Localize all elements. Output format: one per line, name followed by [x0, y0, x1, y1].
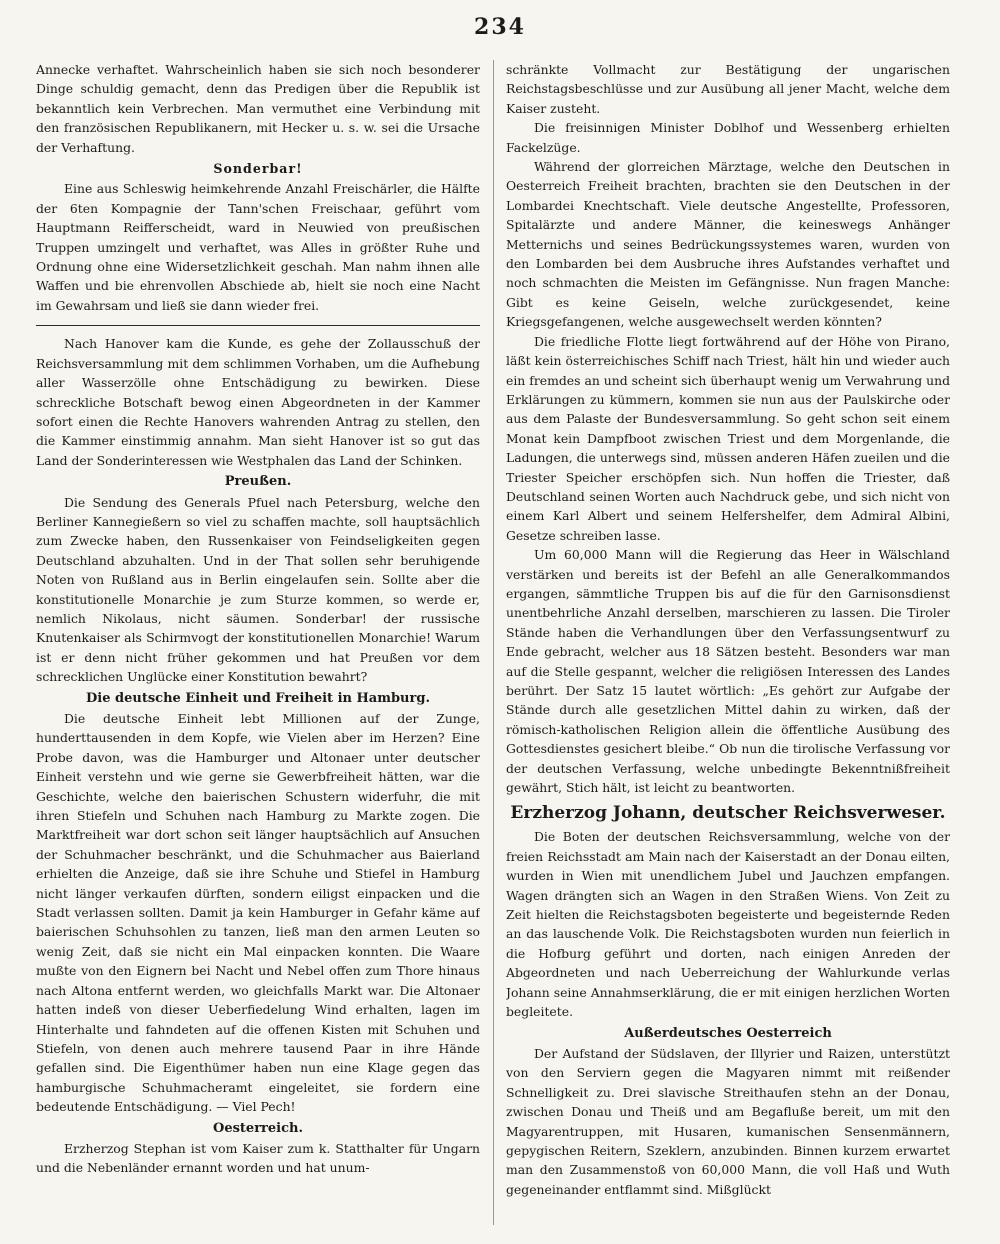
- paragraph-maerztage: Während der glorreichen Märztage, welche den Deutschen in Oesterreich Freiheit brachten, brachten sie den Deutschen in der Lombardei Knechtschaft. Viele deutsche Angestellte, Professoren, Spitalärzte und andere Männer, die keineswegs Anhänger Metternichs und seines Bedrückungssystemes waren, wurden von den Lombarden bei dem Ausbruche ihres Aufstandes verhaftet und noch schmachten die Meisten im Gefängnisse. Nun fragen Manche: Gibt es keine Geiseln, welche zurückgesendet, keine Kriegsgefangenen, welche ausgewechselt werden könnten?: [506, 159, 950, 330]
- paragraph-suedslaven: Der Aufstand der Südslaven, der Illyrier und Raizen, unterstützt von den Serviern gegen die Magyaren nimmt mit reißender Schnelligkeit zu. Drei slavische Streithaufen stehn an der Donau, zwischen Donau und Theiß und am Begafluße bereit, um mit den Magyarentruppen, mit Husaren, kumanischen Sensenmännern, gepygischen Reitern, Szeklern, anzubinden. Binnen kurzem erwartet man den Zusammenstoß von 60,000 Mann, die voll Haß und Wuth gegeneinander entflammt sind. Mißglückt: [506, 1045, 950, 1197]
- paragraph-sonderbar: Eine aus Schleswig heimkehrende Anzahl Freischärler, die Hälfte der 6ten Kompagnie der Tann'schen Freischaar, geführt vom Hauptmann Reifferscheidt, ward in Neuwied von preußischen Truppen umzingelt und verhaftet, was Alles in größter Ruhe und Ordnung ohne eine Widersetzlichkeit geschah. Man nahm ihnen alle Waffen und bie ehrenvollen Abschiede ab, hielt sie noch eine Nacht im Gewahrsam und ließ sie dann wieder frei.: [36, 181, 480, 313]
- paragraph-johann: Die Boten der deutschen Reichsversammlung, welche von der freien Reichsstadt am Main nach der Kaiserstadt an der Donau eilten, wurden in Wien mit unendlichem Jubel und Jauchzen empfangen. Wagen drängten sich an Wagen in den Straßen Wiens. Von Zeit zu Zeit hielten die Reichstagsboten begeisterte und begeisternde Reden an das lauschende Volk. Die Reichstagsboten wurden nun feierlich in die Hofburg geführt und dorten, nach einigen Anreden der Abgeordneten und nach Ueberreichung der Wahlurkunde verlas Johann seine Annahmserklärung, die er mit einigen herzlichen Worten begleitete.: [506, 829, 950, 1020]
- paragraph-flotte: Die friedliche Flotte liegt fortwährend auf der Höhe von Pirano, läßt kein österreichisches Schiff nach Triest, hält hin und wieder auch ein fremdes an und scheint sich überhaupt wenig um Verwahrung und Erklärungen zu kümmern, kommen sie nun aus der Paulskirche oder aus dem Palaste der Bundesversammlung. So geht schon seit einem Monat kein Dampfboot zwischen Triest und dem Morgenlande, die Ladungen, die unterwegs sind, müssen anderen Häfen zueilen und die Triester Speicher erschöpfen sich. Nun hoffen die Triester, daß Deutschland seinen Worten auch Nachdruck gebe, und sich nicht von einem Karl Albert und seinem Helfershelfer, dem Admiral Albini, Gesetze schreiben lasse.: [506, 333, 950, 543]
- right-column: [506, 60, 950, 1230]
- paragraph-intro: Annecke verhaftet. Wahrscheinlich haben sie sich noch besonderer Dinge schuldig gemacht, denn das Predigen über die Republik ist bekanntlich kein Verbrechen. Man vermuthet eine Verbindung mit den französischen Republikanern, mit Hecker u. s. w. sei die Ursache der Verhaftung.: [36, 62, 480, 155]
- paragraph-minister: Die freisinnigen Minister Doblhof und Wessenberg erhielten Fackelzüge.: [506, 120, 950, 155]
- heading-hamburg: Die deutsche Einheit und Freiheit in Hamburg.: [86, 690, 430, 706]
- paragraph-preussen: Die Sendung des Generals Pfuel nach Petersburg, welche den Berliner Kannegießern so viel zu schaffen machte, soll hauptsächlich zum Zwecke haben, den Russenkaiser von Feindseligkeiten gegen Deutschland abzuhalten. Und in der That sollen sehr beruhigende Noten von Rußland aus in Berlin eingelaufen sein. Sollte aber die konstitutionelle Monarchie je zum Sturze kommen, so werde er, nemlich Nikolaus, nicht säumen. Sonderbar! der russische Knutenkaiser als Schirmvogt der konstitutionellen Monarchie! Warum ist er denn nicht früher gekommen und hat Preußen vor dem schrecklichen Unglücke einer Konstitution bewahrt?: [36, 494, 480, 685]
- paragraph-oesterreich-start: Erzherzog Stephan ist vom Kaiser zum k. Statthalter für Ungarn und die Nebenländer ernannt worden und hat unum-: [36, 1140, 480, 1176]
- heading-sonderbar: Sonderbar!: [213, 161, 303, 177]
- heading-johann: Erzherzog Johann, deutscher Reichsverweser.: [510, 803, 946, 824]
- page-number: 234: [474, 14, 526, 40]
- heading-ausserdeutsch: Außerdeutsches Oesterreich: [624, 1025, 832, 1041]
- paragraph-hanover: Nach Hanover kam die Kunde, es gehe der Zollausschuß der Reichsversammlung mit dem schlimmen Vorhaben, um die Aufhebung aller Wasserzölle ohne Entschädigung zu bewirken. Diese schreckliche Botschaft bewog einen Abgeordneten in der Kammer sofort einen die Rechte Hanovers wahrenden Antrag zu stellen, den die Kammer einstimmig annahm. Man sieht Hanover ist so gut das Land der Sonderinteressen wie Westphalen das Land der Schinken.: [36, 336, 480, 468]
- heading-preussen: Preußen.: [224, 474, 292, 490]
- column-divider: [493, 60, 494, 1225]
- paragraph-hamburg: Die deutsche Einheit lebt Millionen auf der Zunge, hunderttausenden in dem Kopfe, wie Vielen aber im Herzen? Eine Probe davon, was die Hamburger und Altonaer unter deutscher Einheit verstehn und wie gerne sie Gewerbfreiheit hätten, war die Geschichte, welche den baierischen Schustern widerfuhr, die mit ihren Stiefeln und Schuhen nach Hamburg zu Markte zogen. Die Marktfreiheit war dort schon seit länger hauptsächlich auf Ansuchen der Schuhmacher beschränkt, und die Schuhmacher aus Baierland erhielten die Anzeige, daß sie ihre Schuhe und Stiefel in Hamburg nicht länger verkaufen dürften, sondern eiligst einpacken und die Stadt verlassen sollten. Damit ja kein Hamburger in Gefahr käme auf baierischen Schuhsohlen zu tanzen, ließ man den armen Leuten so wenig Zeit, daß sie nicht ein Mal einpacken konnten. Die Waare mußte von den Eignern bei Nacht und Nebel offen zum Thore hinaus nach Altona entfernt werden, wo gleichfalls Markt war. Die Altonaer hatten indeß von dieser Ueberfiedelung Wind erhalten, lagen im Hinterhalte und fahndeten auf die offenen Kisten mit Schuhen und Stiefeln, von denen auch mehrere tausend Paar in ihre Hände gefallen sind. Die Eigenthümer haben nun eine Klage gegen das hamburgische Schuhmacheramt eingeleitet, sie fordern eine bedeutende Entschädigung. — Viel Pech!: [36, 711, 480, 1115]
- left-column: [36, 60, 480, 1230]
- section-divider: [36, 325, 480, 326]
- paragraph-60000: Um 60,000 Mann will die Regierung das Heer in Wälschland verstärken und bereits ist der Befehl an alle Generalkommandos ergangen, sämmtliche Truppen bis auf die für den Garnisonsdienst unentbehrliche Anzahl derselben, marschieren zu lassen. Die Tiroler Stände haben die Verhandlungen über den Verfassungsentwurf zu Ende gebracht, welcher aus 18 Sätzen besteht. Besonders war man auf die Stelle gespannt, welcher die religiösen Interessen des Landes berührt. Der Satz 15 lautet wörtlich: „Es gehört zur Aufgabe der Stände durch alle gesetzlichen Mittel dahin zu wirken, daß der römisch-katholischen Religion allein die öffentliche Ausübung des Gottesdienstes gesichert bleibe.“ Ob nun die tirolische Verfassung vor der deutschen Verfassung, welche unbedingte Bekenntnißfreiheit gewährt, Stich hält, ist leicht zu beantworten.: [506, 547, 950, 796]
- paragraph-continuation: schränkte Vollmacht zur Bestätigung der ungarischen Reichstagsbeschlüsse und zur Ausübung all jener Macht, welche dem Kaiser zusteht.: [506, 62, 950, 116]
- heading-oesterreich: Oesterreich.: [213, 1120, 303, 1136]
